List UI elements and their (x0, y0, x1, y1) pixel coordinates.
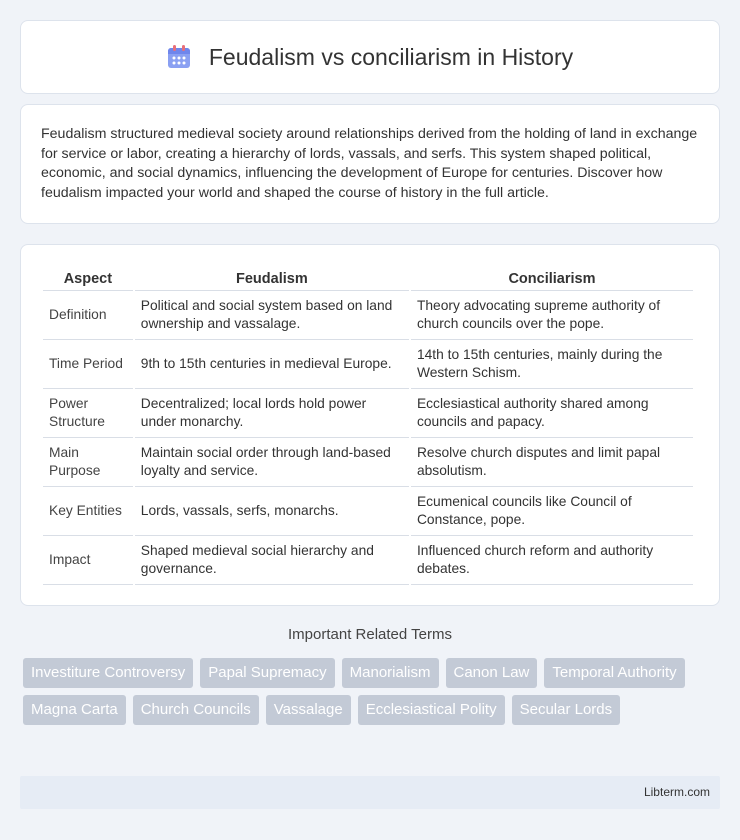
row-aspect: Impact (43, 536, 133, 585)
tag-manorialism[interactable]: Manorialism (342, 658, 439, 688)
footer-site-link[interactable]: Libterm.com (643, 785, 710, 799)
row-feudalism: Political and social system based on land ownership and vassalage. (135, 291, 409, 340)
row-aspect: Definition (43, 291, 133, 340)
comparison-table (41, 265, 695, 585)
intro-text: Feudalism structured medieval society around relationships derived from the holding of land in exchange for service or labor, creating a hierarchy of lords, vassals, and serfs. This system shaped political, economic, and social dynamics, influencing the development of Europe for centuries. Discover how feudalism impacted your world and shaped the course of history in the full article. (41, 126, 698, 201)
row-aspect: Key Entities (43, 487, 133, 536)
comparison-table-card (20, 244, 720, 606)
tag-magna-carta[interactable]: Magna Carta (23, 695, 126, 725)
table-row (43, 389, 693, 438)
tag-papal-supremacy[interactable]: Papal Supremacy (200, 658, 334, 688)
tag-temporal-authority[interactable]: Temporal Authority (544, 658, 684, 688)
header-feudalism: Feudalism (135, 265, 409, 291)
row-aspect: Time Period (43, 340, 133, 389)
row-feudalism: 9th to 15th centuries in medieval Europe. (135, 340, 409, 389)
row-conciliarism: 14th to 15th centuries, mainly during the Western Schism. (411, 340, 693, 389)
header-aspect: Aspect (43, 265, 133, 291)
row-conciliarism: Resolve church disputes and limit papal absolutism. (411, 438, 693, 487)
row-conciliarism: Ecumenical councils like Council of Constance, pope. (411, 487, 693, 536)
footer (20, 776, 720, 809)
header-conciliarism: Conciliarism (411, 265, 693, 291)
related-terms-title: Important Related Terms (288, 626, 452, 643)
tag-investiture-controversy[interactable]: Investiture Controversy (23, 658, 193, 688)
page-title: Feudalism vs conciliarism in History (208, 43, 574, 70)
row-conciliarism: Theory advocating supreme authority of church councils over the pope. (411, 291, 693, 340)
row-aspect: Main Purpose (43, 438, 133, 487)
table-row (43, 291, 693, 340)
header-card (20, 20, 720, 94)
table-row (43, 438, 693, 487)
table-row (43, 340, 693, 389)
intro-card (20, 104, 720, 224)
row-feudalism: Shaped medieval social hierarchy and governance. (135, 536, 409, 585)
tag-secular-lords[interactable]: Secular Lords (512, 695, 621, 725)
tag-vassalage[interactable]: Vassalage (266, 695, 351, 725)
tag-church-councils[interactable]: Church Councils (133, 695, 259, 725)
related-terms-list (23, 658, 723, 725)
row-aspect: Power Structure (43, 389, 133, 438)
calendar-icon (167, 45, 191, 69)
row-conciliarism: Influenced church reform and authority debates. (411, 536, 693, 585)
table-row (43, 536, 693, 585)
row-feudalism: Decentralized; local lords hold power under monarchy. (135, 389, 409, 438)
row-feudalism: Lords, vassals, serfs, monarchs. (135, 487, 409, 536)
table-header-row (43, 265, 693, 291)
row-feudalism: Maintain social order through land-based loyalty and service. (135, 438, 409, 487)
row-conciliarism: Ecclesiastical authority shared among councils and papacy. (411, 389, 693, 438)
tag-canon-law[interactable]: Canon Law (446, 658, 538, 688)
table-row (43, 487, 693, 536)
tag-ecclesiastical-polity[interactable]: Ecclesiastical Polity (358, 695, 505, 725)
